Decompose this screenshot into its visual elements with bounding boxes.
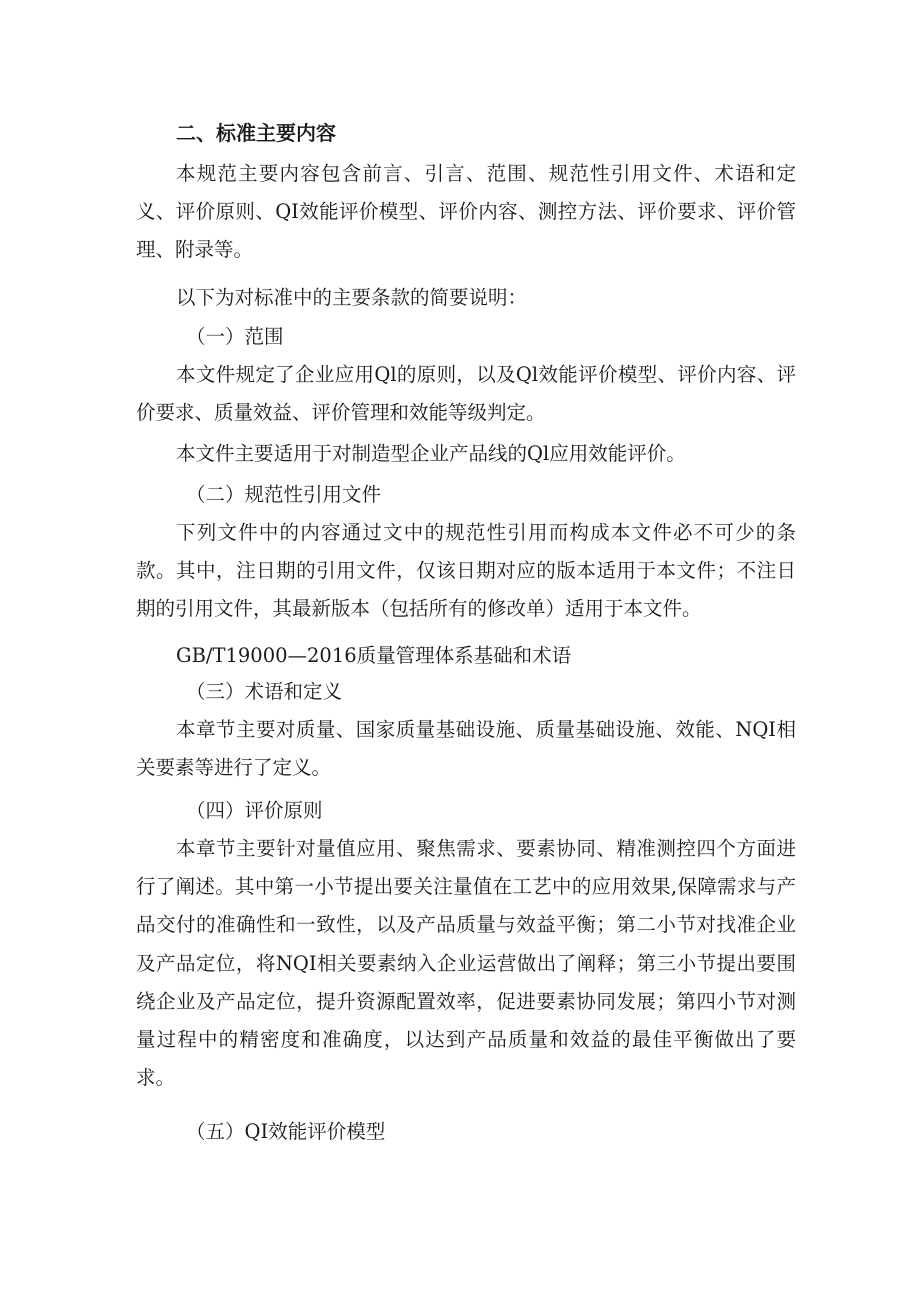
- subsection-title-principles: （四）评价原则: [186, 799, 323, 822]
- principles-paragraph: 本章节主要针对量值应用、聚焦需求、要素协同、精准测控四个方面进行了阐述。其中第一小节提出要关注量值在工艺中的应用效果,保障需求与产品交付的准确性和一致性，以及产品质量与效益平衡；第二小节对找准企业及产品定位，将NQI相关要素纳入企业运营做出了阐释；第三小节提出要围绕企业及产品定位，提升资源配置效率，促进要素协同发展；第四小节对测量过程中的精密度和准确度，以达到产品质量和效益的最佳平衡做出了要求。: [136, 837, 796, 1090]
- terms-paragraph: 本章节主要对质量、国家质量基础设施、质量基础设施、效能、NQI相关要素等进行了定义。: [136, 718, 796, 780]
- intro-paragraph: 以下为对标准中的主要条款的简要说明：: [176, 286, 528, 309]
- subsection-title-terms: （三）术语和定义: [186, 680, 343, 703]
- content-paragraph: 本规范主要内容包含前言、引言、范围、规范性引用文件、术语和定义、评价原则、QI效能评价模型、评价内容、测控方法、评价要求、评价管理、附录等。: [136, 162, 796, 262]
- reference-item: GB/T19000—2016质量管理体系基础和术语: [176, 644, 572, 667]
- subsection-title-model: （五）QI效能评价模型: [186, 1120, 386, 1143]
- scope-paragraph-1: 本文件规定了企业应用Ql的原则，以及Ql效能评价模型、评价内容、评价要求、质量效益、评价管理和效能等级判定。: [136, 363, 796, 425]
- references-paragraph: 下列文件中的内容通过文中的规范性引用而构成本文件必不可少的条款。其中，注日期的引用文件，仅该日期对应的版本适用于本文件；不注日期的引用文件，其最新版本（包括所有的修改单）适用于本文件。: [136, 521, 796, 621]
- scope-paragraph-2: 本文件主要适用于对制造型企业产品线的Ql应用效能评价。: [176, 442, 686, 465]
- section-heading: 二、标准主要内容: [176, 121, 336, 145]
- subsection-title-references: （二）规范性引用文件: [186, 483, 382, 506]
- subsection-title-scope: （一）范围: [186, 325, 284, 348]
